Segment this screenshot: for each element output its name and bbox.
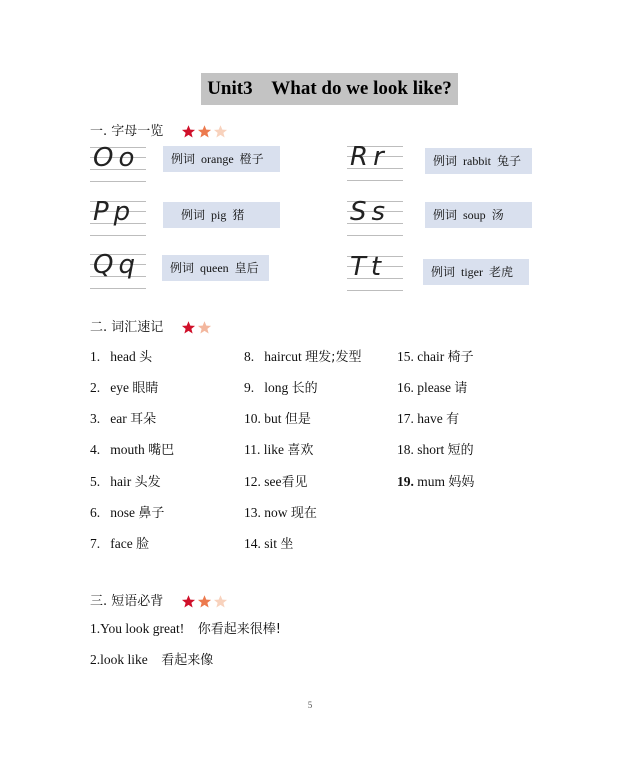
- example-word-rabbit: 例词 rabbit 兔子: [425, 148, 532, 174]
- example-word-orange: 例词 orange 橙子: [163, 146, 280, 172]
- vocab-item: 17. have 有: [397, 411, 460, 427]
- section-heading-text: 三. 短语必背: [90, 594, 164, 609]
- handwriting-letter-t: Tt: [347, 252, 403, 296]
- vocab-item: 19. mum 妈妈: [397, 474, 475, 490]
- section-heading-phrases: [90, 590, 228, 609]
- section-heading-vocab: [90, 316, 212, 335]
- vocab-item: 10. but 但是: [244, 411, 311, 427]
- vocab-item: 3. ear 耳朵: [90, 411, 157, 427]
- star-icon: [197, 320, 212, 335]
- vocab-item: 8. haircut 理发;发型: [244, 349, 362, 365]
- page-number: 5: [307, 700, 313, 710]
- example-word-pig: 例词 pig 猪: [163, 202, 280, 228]
- star-icon: [213, 124, 228, 139]
- section-heading-text: 二. 词汇速记: [90, 320, 164, 335]
- vocab-item: 4. mouth 嘴巴: [90, 442, 175, 458]
- difficulty-stars: [181, 320, 212, 335]
- star-icon: [181, 594, 196, 609]
- vocab-item: 18. short 短的: [397, 442, 474, 458]
- difficulty-stars: [181, 594, 228, 609]
- star-icon: [197, 124, 212, 139]
- vocab-item: 16. please 请: [397, 380, 468, 396]
- vocab-item: 2. eye 眼睛: [90, 380, 159, 396]
- handwriting-letter-s: Ss: [347, 197, 403, 241]
- star-icon: [181, 124, 196, 139]
- vocab-item: 9. long 长的: [244, 380, 318, 396]
- unit-title: Unit3 What do we look like?: [201, 73, 458, 105]
- star-icon: [181, 320, 196, 335]
- difficulty-stars: [181, 124, 228, 139]
- phrase-item: 1.You look great! 你看起来很棒!: [90, 621, 281, 637]
- handwriting-letter-r: Rr: [347, 142, 403, 186]
- vocab-item: 14. sit 坐: [244, 536, 294, 552]
- vocab-item: 12. see看见: [244, 474, 308, 490]
- star-icon: [197, 594, 212, 609]
- vocab-item: 13. now 现在: [244, 505, 317, 521]
- vocab-item: 5. hair 头发: [90, 474, 161, 490]
- star-icon: [213, 594, 228, 609]
- example-word-tiger: 例词 tiger 老虎: [423, 259, 529, 285]
- handwriting-letter-o: Oo: [90, 143, 146, 187]
- handwriting-letter-q: Qq: [90, 250, 146, 294]
- section-heading-letters: [90, 120, 228, 139]
- example-word-soup: 例词 soup 汤: [425, 202, 532, 228]
- example-word-queen: 例词 queen 皇后: [162, 255, 269, 281]
- phrase-item: 2.look like 看起来像: [90, 652, 214, 668]
- vocab-item: 11. like 喜欢: [244, 442, 314, 458]
- section-heading-text: 一. 字母一览: [90, 124, 164, 139]
- vocab-item: 7. face 脸: [90, 536, 150, 552]
- vocab-item: 15. chair 椅子: [397, 349, 474, 365]
- vocab-item: 1. head 头: [90, 349, 153, 365]
- vocab-item: 6. nose 鼻子: [90, 505, 165, 521]
- handwriting-letter-p: Pp: [90, 197, 146, 241]
